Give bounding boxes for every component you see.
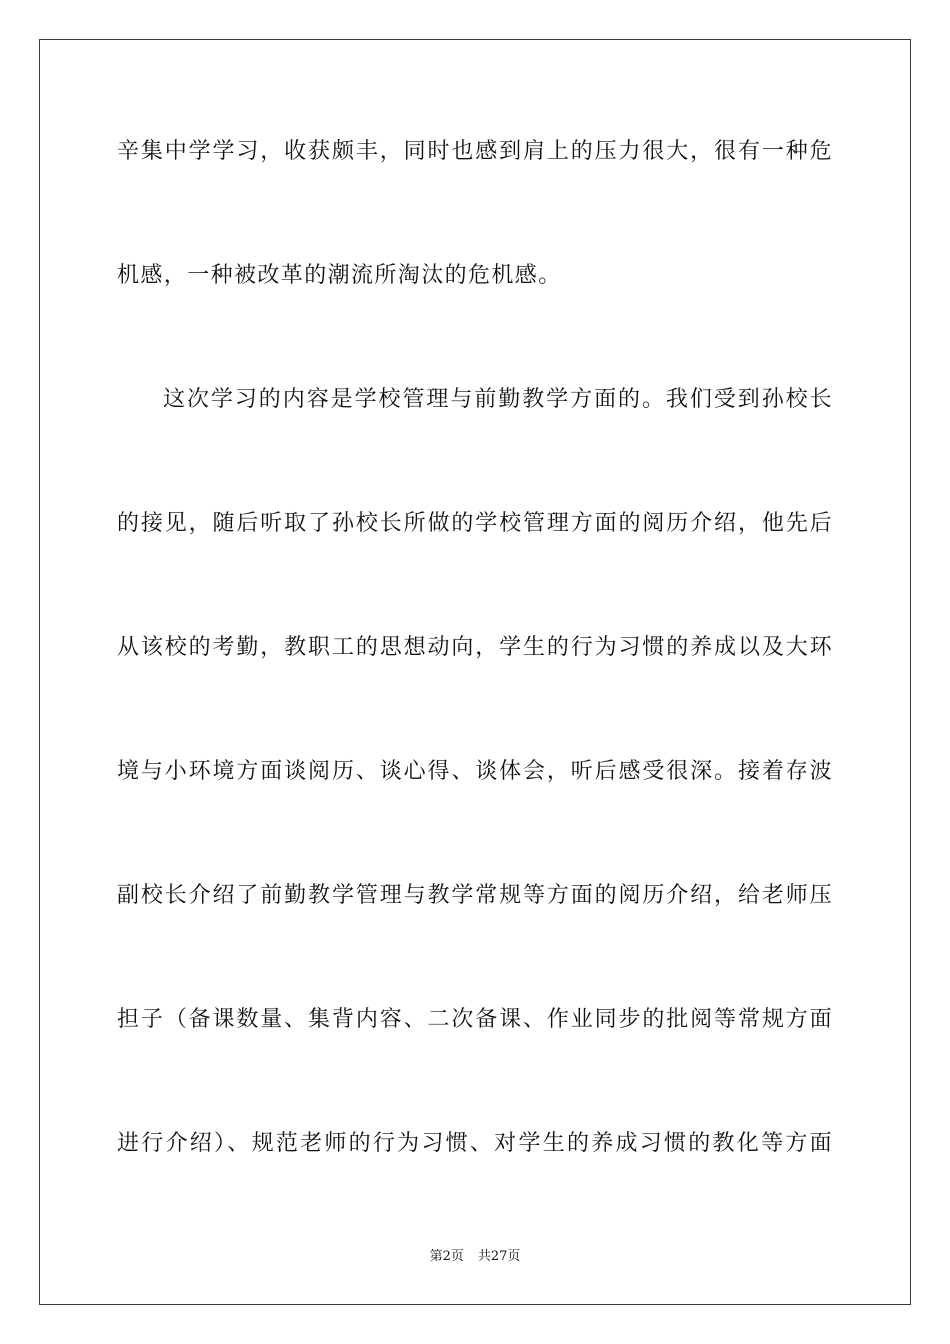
body-line-1: 辛集中学学习，收获颇丰，同时也感到肩上的压力很大，很有一种危: [117, 139, 833, 164]
page-footer: [0, 1248, 950, 1266]
body-line-2: 机感，一种被改革的潮流所淘汰的危机感。: [117, 263, 562, 288]
body-line-6: 境与小环境方面谈阅历、谈心得、谈体会，听后感受很深。接着存波: [117, 759, 833, 784]
body-line-3: 这次学习的内容是学校管理与前勤教学方面的。我们受到孙校长: [163, 387, 833, 412]
page-total: 共27页: [477, 1249, 521, 1264]
body-line-5: 从该校的考勤，教职工的思想动向，学生的行为习惯的养成以及大环: [117, 635, 833, 660]
page-number: 第2页: [429, 1249, 464, 1264]
page-border: [39, 39, 911, 1305]
body-line-7: 副校长介绍了前勤教学管理与教学常规等方面的阅历介绍，给老师压: [117, 883, 833, 908]
body-line-4: 的接见，随后听取了孙校长所做的学校管理方面的阅历介绍，他先后: [117, 511, 833, 536]
body-line-9: 进行介绍）、规范老师的行为习惯、对学生的养成习惯的教化等方面: [117, 1131, 833, 1156]
body-line-8: 担子（备课数量、集背内容、二次备课、作业同步的批阅等常规方面: [117, 1007, 833, 1032]
